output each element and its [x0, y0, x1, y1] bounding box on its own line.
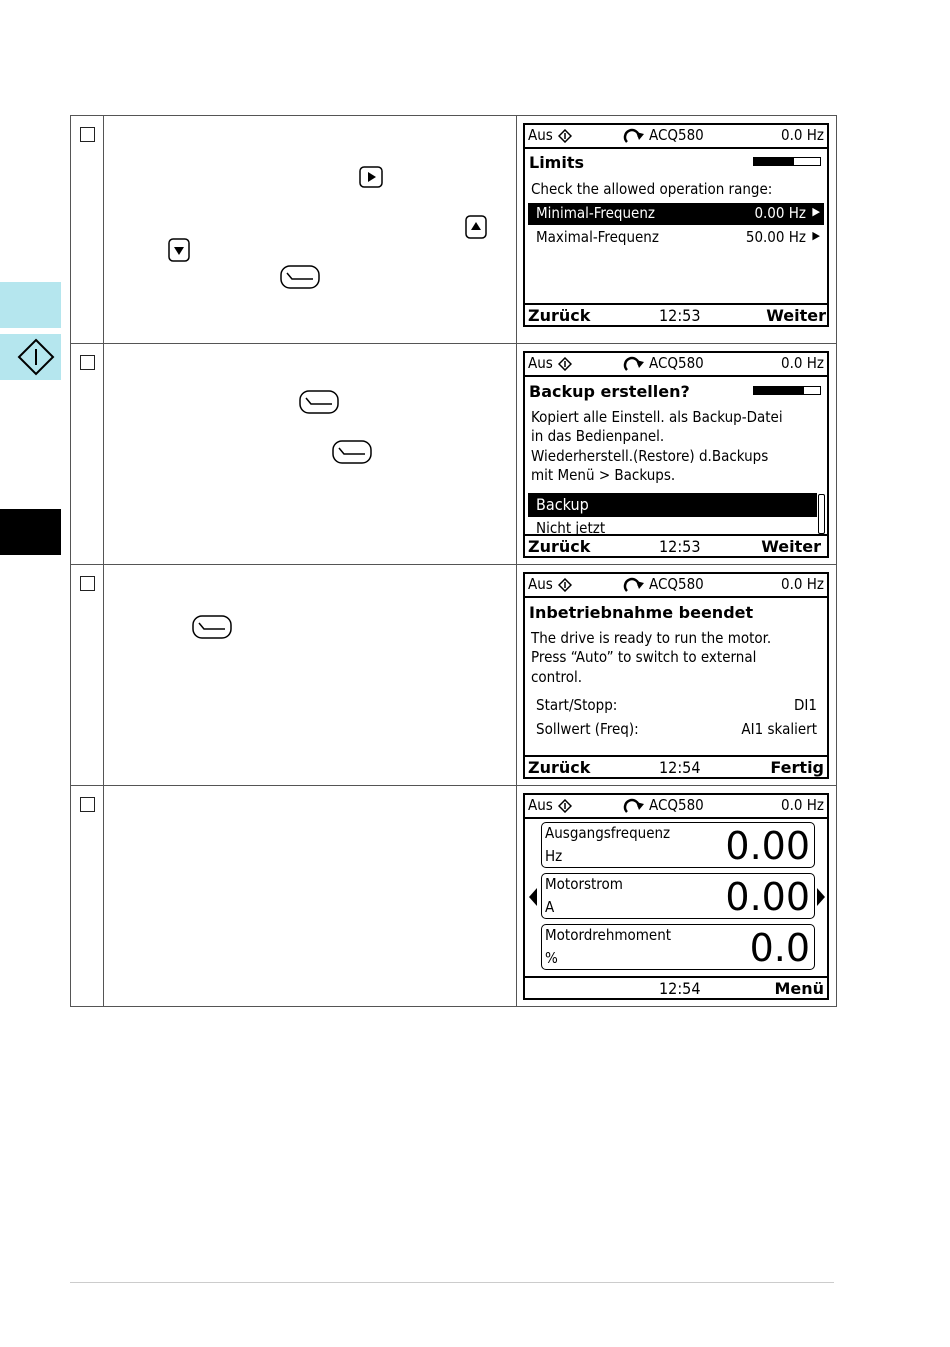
value-reading: 0.0 [749, 926, 810, 970]
option-value: 0.00 Hz [754, 204, 806, 222]
scrollbar[interactable] [818, 494, 825, 534]
option-label: Minimal-Frequenz [536, 204, 655, 222]
rotation-direction-icon [623, 577, 645, 593]
value-unit: % [545, 949, 558, 967]
screen-text-line: Press “Auto” to switch to external [531, 648, 757, 666]
softkey-left[interactable]: Zurück [528, 758, 591, 777]
check-cell [71, 116, 104, 343]
panel-display-limits [523, 123, 829, 327]
clock: 12:53 [659, 306, 701, 325]
rotation-direction-icon [623, 356, 645, 372]
instruction-cell [104, 565, 517, 785]
value-unit: Hz [545, 847, 563, 865]
drive-name: ACQ580 [649, 354, 704, 372]
panel-display-finished [523, 572, 829, 779]
panel-display-home [523, 793, 829, 1000]
softkey-bar [525, 534, 827, 556]
step-checkbox[interactable] [80, 127, 95, 142]
screen-title: Limits [529, 153, 585, 172]
screen-title: Inbetriebnahme beendet [529, 603, 754, 622]
value-reading: 0.00 [725, 824, 810, 868]
softkey-bar [525, 303, 827, 325]
clock: 12:54 [659, 979, 701, 998]
option-maximal-frequenz[interactable] [528, 227, 824, 249]
softkey-icon [192, 615, 232, 639]
instruction-cell [104, 786, 517, 1006]
softkey-right[interactable]: Weiter [761, 537, 821, 556]
up-arrow-key-icon [465, 215, 487, 239]
clock: 12:54 [659, 758, 701, 777]
start-diamond-icon [558, 129, 572, 143]
screen-text-line: mit Menü > Backups. [531, 466, 676, 484]
status-frequency: 0.0 Hz [781, 796, 824, 814]
progress-fill [754, 158, 794, 165]
rotation-direction-icon [623, 798, 645, 814]
start-diamond-icon [558, 799, 572, 813]
setting-key: Start/Stopp: [536, 696, 618, 714]
option-minimal-frequenz[interactable] [528, 203, 824, 225]
status-bar [525, 353, 827, 377]
rotation-direction-icon [623, 128, 645, 144]
status-mode: Aus [528, 354, 553, 372]
option-label: Backup [536, 495, 589, 514]
screen-text-line: Wiederherstell.(Restore) d.Backups [531, 447, 769, 465]
side-tab-blank [0, 282, 61, 328]
progress-fill [754, 387, 804, 394]
screen-text-line: Check the allowed operation range: [531, 180, 773, 198]
left-triangle-icon[interactable] [528, 887, 538, 907]
drive-name: ACQ580 [649, 796, 704, 814]
softkey-left[interactable]: Zurück [528, 306, 591, 325]
right-arrow-key-icon [359, 166, 383, 188]
option-list [525, 493, 827, 537]
step-checkbox[interactable] [80, 576, 95, 591]
check-cell [71, 786, 104, 1006]
value-unit: A [545, 898, 555, 916]
right-triangle-icon[interactable] [816, 887, 826, 907]
side-tab-start [0, 334, 61, 380]
option-value: 50.00 Hz [745, 228, 806, 246]
setting-sollwert [536, 720, 817, 742]
start-diamond-icon [558, 357, 572, 371]
screen-text-line: in das Bedienpanel. [531, 427, 665, 445]
panel-display-backup [523, 351, 829, 558]
screen-text-line: Kopiert alle Einstell. als Backup-Datei [531, 408, 783, 426]
value-reading: 0.00 [725, 875, 810, 919]
progress-bar [753, 386, 821, 395]
setting-value: AI1 skaliert [741, 720, 817, 738]
start-diamond-icon [0, 334, 61, 380]
softkey-icon [299, 390, 339, 414]
option-label: Nicht jetzt [536, 519, 606, 537]
instruction-cell [104, 344, 517, 564]
status-bar [525, 125, 827, 149]
step-checkbox[interactable] [80, 797, 95, 812]
step-row-3 [70, 564, 837, 786]
status-frequency: 0.0 Hz [781, 354, 824, 372]
progress-bar [753, 157, 821, 166]
value-box-output-frequency [541, 822, 815, 868]
status-bar [525, 574, 827, 598]
right-triangle-icon: ▶ [812, 205, 820, 218]
status-frequency: 0.0 Hz [781, 126, 824, 144]
drive-name: ACQ580 [649, 126, 704, 144]
setting-key: Sollwert (Freq): [536, 720, 639, 738]
option-label: Maximal-Frequenz [536, 228, 659, 246]
value-name: Ausgangsfrequenz [545, 824, 671, 842]
softkey-bar [525, 755, 827, 777]
start-diamond-icon [558, 578, 572, 592]
status-mode: Aus [528, 575, 553, 593]
footer-rule [70, 1282, 834, 1283]
status-mode: Aus [528, 796, 553, 814]
option-backup[interactable] [528, 493, 817, 517]
value-name: Motorstrom [545, 875, 623, 893]
check-cell [71, 565, 104, 785]
down-arrow-key-icon [168, 238, 190, 262]
softkey-left[interactable]: Zurück [528, 537, 591, 556]
screen-text-line: control. [531, 668, 583, 686]
setting-start-stop [536, 696, 817, 718]
value-box-motor-torque [541, 924, 815, 970]
drive-name: ACQ580 [649, 575, 704, 593]
step-row-2 [70, 343, 837, 565]
side-tab-chapter [0, 509, 61, 555]
screen-text-line: The drive is ready to run the motor. [531, 629, 772, 647]
softkey-icon [332, 440, 372, 464]
screen-title: Backup erstellen? [529, 382, 690, 401]
right-triangle-icon: ▶ [812, 229, 820, 242]
softkey-right[interactable]: Menü [774, 979, 824, 998]
softkey-right[interactable]: Weiter [766, 306, 826, 325]
clock: 12:53 [659, 537, 701, 556]
setting-value: DI1 [794, 696, 817, 714]
value-name: Motordrehmoment [545, 926, 672, 944]
status-bar [525, 795, 827, 819]
softkey-icon [280, 265, 320, 289]
softkey-bar [525, 976, 827, 998]
step-row-4 [70, 785, 837, 1007]
step-row-1 [70, 115, 837, 344]
instruction-cell [104, 116, 517, 343]
check-cell [71, 344, 104, 564]
status-frequency: 0.0 Hz [781, 575, 824, 593]
status-mode: Aus [528, 126, 553, 144]
softkey-right[interactable]: Fertig [770, 758, 824, 777]
step-checkbox[interactable] [80, 355, 95, 370]
value-box-motor-current [541, 873, 815, 919]
